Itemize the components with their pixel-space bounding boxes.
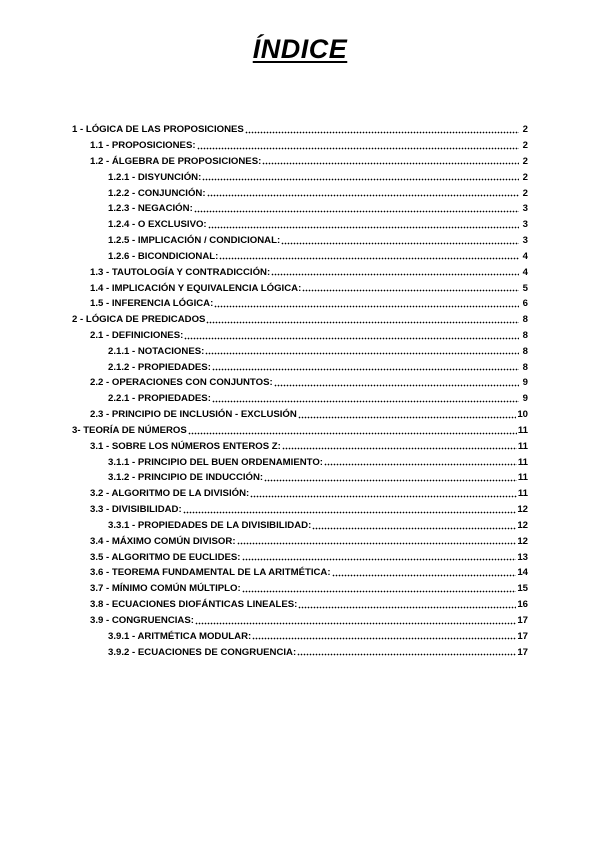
toc-entry-title: 2.1.2 - PROPIEDADES:	[108, 361, 211, 373]
toc-entry[interactable]	[72, 167, 528, 183]
toc-leader-dots	[250, 488, 517, 498]
toc-entry[interactable]	[72, 516, 528, 532]
toc-leader-dots	[274, 377, 519, 387]
toc-entry-title: 3.5 - ALGORITMO DE EUCLIDES:	[90, 551, 241, 563]
toc-leader-dots	[312, 520, 516, 530]
toc-entry-title: 3.9.2 - ECUACIONES DE CONGRUENCIA:	[108, 646, 297, 658]
toc-leader-dots	[202, 171, 519, 181]
toc-entry[interactable]	[72, 421, 528, 437]
toc-entry-page-number: 3	[522, 203, 528, 215]
toc-entry-page-number: 11	[517, 488, 528, 500]
toc-entry-title: 3.1.2 - PRINCIPIO DE INDUCCIÓN:	[108, 472, 264, 484]
toc-entry[interactable]	[72, 136, 528, 152]
toc-entry[interactable]	[72, 437, 528, 453]
toc-entry[interactable]	[72, 500, 528, 516]
page-title: ÍNDICE	[252, 34, 348, 64]
toc-leader-dots	[183, 504, 517, 514]
toc-entry[interactable]	[72, 642, 528, 658]
toc-entry-title: 1.1 - PROPOSICIONES:	[90, 140, 196, 152]
toc-entry-title: 3.9.1 - ARITMÉTICA MODULAR:	[108, 630, 252, 642]
toc-entry-title: 3.3 - DIVISIBILIDAD:	[90, 504, 182, 516]
toc-leader-dots	[195, 615, 516, 625]
toc-leader-dots	[207, 187, 519, 197]
toc-leader-dots	[237, 535, 517, 545]
toc-entry-title: 3.9 - CONGRUENCIAS:	[90, 614, 194, 626]
toc-leader-dots	[281, 235, 519, 245]
toc-entry-page-number: 11	[517, 424, 528, 436]
toc-entry-page-number: 4	[522, 266, 528, 278]
toc-leader-dots	[205, 345, 519, 355]
toc-entry-title: 3.8 - ECUACIONES DIOFÁNTICAS LINEALES:	[90, 599, 298, 611]
toc-leader-dots	[282, 440, 517, 450]
toc-entry[interactable]	[72, 611, 528, 627]
toc-entry-page-number: 15	[517, 583, 528, 595]
toc-entry[interactable]	[72, 627, 528, 643]
toc-leader-dots	[212, 393, 519, 403]
toc-entry-title: 3.1.1 - PRINCIPIO DEL BUEN ORDENAMIENTO:	[108, 456, 324, 468]
toc-leader-dots	[206, 314, 519, 324]
toc-leader-dots	[302, 282, 519, 292]
toc-entry[interactable]	[72, 310, 528, 326]
toc-entry-title: 1 - LÓGICA DE LAS PROPOSICIONES	[72, 124, 244, 136]
toc-leader-dots	[271, 266, 519, 276]
toc-entry-page-number: 2	[522, 155, 528, 167]
toc-leader-dots	[252, 630, 516, 640]
toc-entry-page-number: 9	[522, 377, 528, 389]
toc-leader-dots	[298, 409, 517, 419]
toc-entry-page-number: 8	[522, 361, 528, 373]
toc-entry-title: 3.7 - MÍNIMO COMÚN MÚLTIPLO:	[90, 583, 241, 595]
toc-entry-title: 3.4 - MÁXIMO COMÚN DIVISOR:	[90, 535, 236, 547]
toc-entry-page-number: 8	[522, 345, 528, 357]
toc-entry-page-number: 12	[517, 535, 528, 547]
toc-entry-title: 2.2.1 - PROPIEDADES:	[108, 393, 211, 405]
toc-entry-title: 3.3.1 - PROPIEDADES DE LA DIVISIBILIDAD:	[108, 519, 312, 531]
toc-entry-title: 1.2.5 - IMPLICACIÓN / CONDICIONAL:	[108, 235, 281, 247]
toc-entry-title: 3.6 - TEOREMA FUNDAMENTAL DE LA ARITMÉTICA:	[90, 567, 331, 579]
toc-leader-dots	[332, 567, 517, 577]
toc-entry-page-number: 14	[517, 567, 528, 579]
toc-entry-title: 1.2.4 - O EXCLUSIVO:	[108, 219, 207, 231]
toc-entry[interactable]	[72, 152, 528, 168]
toc-entry[interactable]	[72, 547, 528, 563]
toc-entry[interactable]	[72, 294, 528, 310]
toc-leader-dots	[264, 472, 517, 482]
toc-entry-title: 1.2.1 - DISYUNCIÓN:	[108, 171, 202, 183]
toc-entry-title: 1.3 - TAUTOLOGÍA Y CONTRADICCIÓN:	[90, 266, 271, 278]
toc-entry-page-number: 11	[517, 440, 528, 452]
toc-leader-dots	[297, 646, 516, 656]
toc-entry-page-number: 8	[522, 330, 528, 341]
toc-entry-page-number: 2	[522, 124, 528, 136]
toc-entry-title: 3.2 - ALGORITMO DE LA DIVISIÓN:	[90, 488, 250, 500]
toc-leader-dots	[262, 155, 519, 165]
toc-leader-dots	[194, 203, 519, 213]
toc-entry[interactable]	[72, 405, 528, 421]
toc-entry[interactable]	[72, 342, 528, 358]
toc-entry-title: 2.3 - PRINCIPIO DE INCLUSIÓN - EXCLUSIÓN	[90, 409, 297, 421]
toc-entry[interactable]	[72, 215, 528, 231]
toc-entry-page-number: 13	[517, 551, 528, 563]
toc-entry-page-number: 4	[522, 250, 528, 262]
toc-leader-dots	[324, 456, 517, 466]
toc-leader-dots	[197, 140, 519, 150]
toc-leader-dots	[212, 361, 519, 371]
toc-entry[interactable]	[72, 532, 528, 548]
toc-entry-title: 2.1.1 - NOTACIONES:	[108, 345, 205, 357]
toc-leader-dots	[298, 599, 516, 609]
toc-entry-page-number: 10	[517, 409, 528, 421]
toc-entry-title: 1.5 - INFERENCIA LÓGICA:	[90, 298, 214, 310]
toc-entry-title: 3- TEORÍA DE NÚMEROS	[72, 424, 187, 436]
toc-entry[interactable]	[72, 120, 528, 136]
toc-entry[interactable]	[72, 183, 528, 199]
toc-entry[interactable]	[72, 247, 528, 263]
toc-entry[interactable]	[72, 484, 528, 500]
toc-leader-dots	[245, 124, 519, 134]
toc-entry[interactable]	[72, 231, 528, 247]
toc-entry-title: 1.2.6 - BICONDICIONAL:	[108, 250, 219, 262]
toc-entry[interactable]	[72, 468, 528, 484]
toc-leader-dots	[242, 551, 517, 561]
toc-entry-page-number: 16	[517, 599, 528, 611]
toc-entry[interactable]	[72, 579, 528, 595]
toc-leader-dots	[188, 425, 517, 435]
toc-entry-page-number: 12	[517, 504, 528, 516]
toc-entry-page-number: 9	[522, 393, 528, 405]
toc-entry-page-number: 2	[522, 171, 528, 183]
toc-entry[interactable]	[72, 389, 528, 405]
toc-entry-title: 1.2.2 - CONJUNCIÓN:	[108, 187, 206, 199]
toc-leader-dots	[184, 330, 519, 340]
toc-entry-title: 3.1 - SOBRE LOS NÚMEROS ENTEROS Z:	[90, 440, 281, 452]
toc-entry[interactable]	[72, 278, 528, 294]
toc-entry-title: 2.2 - OPERACIONES CON CONJUNTOS:	[90, 377, 273, 389]
toc-leader-dots	[242, 583, 517, 593]
toc-entry-page-number: 17	[517, 614, 528, 626]
table-of-contents	[72, 120, 528, 658]
toc-entry-page-number: 2	[522, 140, 528, 152]
toc-entry-page-number: 17	[517, 646, 528, 658]
toc-leader-dots	[214, 298, 519, 308]
toc-leader-dots	[219, 250, 519, 260]
toc-entry-page-number: 11	[517, 472, 528, 484]
toc-entry-title: 1.2 - ÁLGEBRA DE PROPOSICIONES:	[90, 155, 262, 167]
toc-entry[interactable]	[72, 199, 528, 215]
toc-entry-page-number: 17	[517, 630, 528, 642]
toc-entry-page-number: 8	[522, 314, 528, 326]
toc-leader-dots	[208, 219, 519, 229]
toc-entry-page-number: 5	[522, 282, 528, 294]
toc-entry-title: 1.4 - IMPLICACIÓN Y EQUIVALENCIA LÓGICA:	[90, 282, 302, 294]
toc-entry[interactable]	[72, 452, 528, 468]
toc-entry[interactable]	[72, 262, 528, 278]
toc-entry-page-number: 12	[517, 519, 528, 531]
toc-entry-page-number: 3	[522, 219, 528, 231]
toc-entry[interactable]	[72, 373, 528, 389]
toc-entry-page-number: 6	[522, 298, 528, 310]
toc-entry-title: 2 - LÓGICA DE PREDICADOS	[72, 314, 206, 326]
toc-entry[interactable]	[72, 563, 528, 579]
toc-entry[interactable]	[72, 595, 528, 611]
toc-entry-title: 1.2.3 - NEGACIÓN:	[108, 203, 193, 215]
toc-entry-page-number: 2	[522, 187, 528, 199]
toc-entry-page-number: 3	[522, 235, 528, 247]
toc-entry-page-number: 11	[517, 456, 528, 468]
toc-entry-title: 2.1 - DEFINICIONES:	[90, 330, 184, 341]
toc-entry[interactable]	[72, 326, 528, 342]
toc-entry[interactable]	[72, 357, 528, 373]
